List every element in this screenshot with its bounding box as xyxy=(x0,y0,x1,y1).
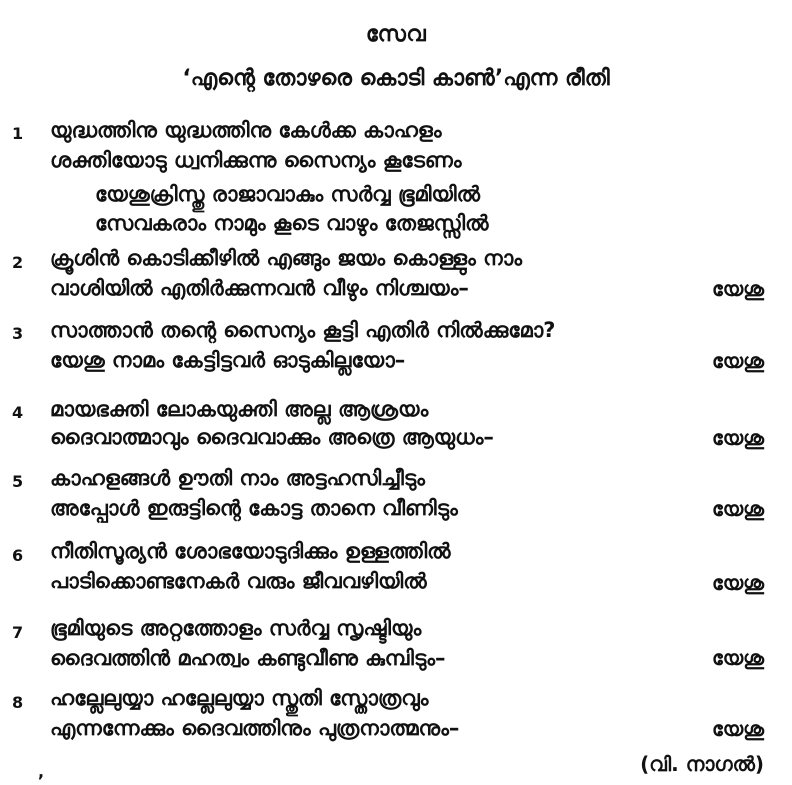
verse-line: എന്നന്നേക്കും ദൈവത്തിനും പുത്രനാത്മനും– xyxy=(50,716,460,740)
tune-note: ‘എന്റെ തോഴരെ കൊടി കാൺ’എന്ന രീതി xyxy=(182,66,610,91)
verse-number: 7 xyxy=(12,623,24,642)
chorus-line: യേശുക്രിസ്തു രാജാവാകും സർവ്വ ഭൂമിയിൽ xyxy=(95,182,481,206)
verse-line: ദൈവാത്മാവും ദൈവവാക്കും അത്രെ ആയുധം– xyxy=(50,425,494,449)
refrain-label: യേശു xyxy=(712,497,764,521)
verse-line: കാഹളങ്ങൾ ഊതി നാം അട്ടഹസിച്ചീടും xyxy=(50,466,425,490)
verse-line: ഭൂമിയുടെ അറ്റത്തോളം സർവ്വ സൃഷ്ടിയും xyxy=(50,616,422,640)
verse-number: 2 xyxy=(12,253,24,272)
page-title: സേവ xyxy=(365,22,427,47)
refrain-label: യേശു xyxy=(712,571,764,595)
verse-line: ക്രൂശിൻ കൊടിക്കീഴിൽ എങ്ങും ജയം കൊള്ളും നാം xyxy=(50,246,523,270)
refrain-label: യേശു xyxy=(712,349,764,373)
verse-line: നീതിസൂര്യൻ ശോഭയോടുദിക്കും ഉള്ളത്തിൽ xyxy=(50,539,451,563)
chorus-line: സേവകരാം നാമും കൂടെ വാഴും തേജസ്സിൽ xyxy=(95,211,489,235)
refrain-label: യേശു xyxy=(712,717,764,741)
stray-mark: , xyxy=(38,762,45,781)
verse-number: 3 xyxy=(12,324,24,343)
verse-number: 5 xyxy=(12,472,24,491)
verse-line: വാശിയിൽ എതിർക്കുന്നവൻ വീഴും നിശ്ചയം– xyxy=(50,276,469,300)
refrain-label: യേശു xyxy=(712,277,764,301)
verse-number: 4 xyxy=(12,403,24,422)
verse-line: പാടിക്കൊണ്ടനേകർ വരും ജീവവഴിയിൽ xyxy=(50,569,427,593)
verse-line: സാത്താൻ തന്റെ സൈന്യം കൂട്ടി എതിർ നിൽക്കുമോ? xyxy=(50,318,556,342)
verse-line: അപ്പോൾ ഇരുട്ടിന്റെ കോട്ട താനെ വീണിടും xyxy=(50,496,458,520)
verse-number: 6 xyxy=(12,546,24,565)
refrain-label: യേശു xyxy=(712,426,764,450)
verse-number: 8 xyxy=(12,693,24,712)
verse-line: ദൈവത്തിൻ മഹത്വം കണ്ടുവീണു കുമ്പിടും– xyxy=(50,646,446,670)
refrain-label: യേശു xyxy=(712,646,764,670)
author-credit: (വി. നാഗൽ) xyxy=(640,752,764,776)
verse-line: യുദ്ധത്തിനു യുദ്ധത്തിനു കേൾക്ക കാഹളം xyxy=(50,118,442,142)
verse-number: 1 xyxy=(12,124,24,143)
verse-line: ഹല്ലേലുയ്യാ ഹല്ലേലുയ്യാ സ്തുതി സ്തോത്രവും xyxy=(50,686,429,710)
verse-line: ശക്തിയോടു ധ്വനിക്കുന്നു സൈന്യം കൂടേണം xyxy=(50,148,462,172)
verse-line: മായഭക്തി ലോകയുക്തി അല്ല ആശ്രയം xyxy=(50,397,429,421)
verse-line: യേശു നാമം കേട്ടിട്ടവർ ഓടുകില്ലയോ– xyxy=(50,348,406,372)
